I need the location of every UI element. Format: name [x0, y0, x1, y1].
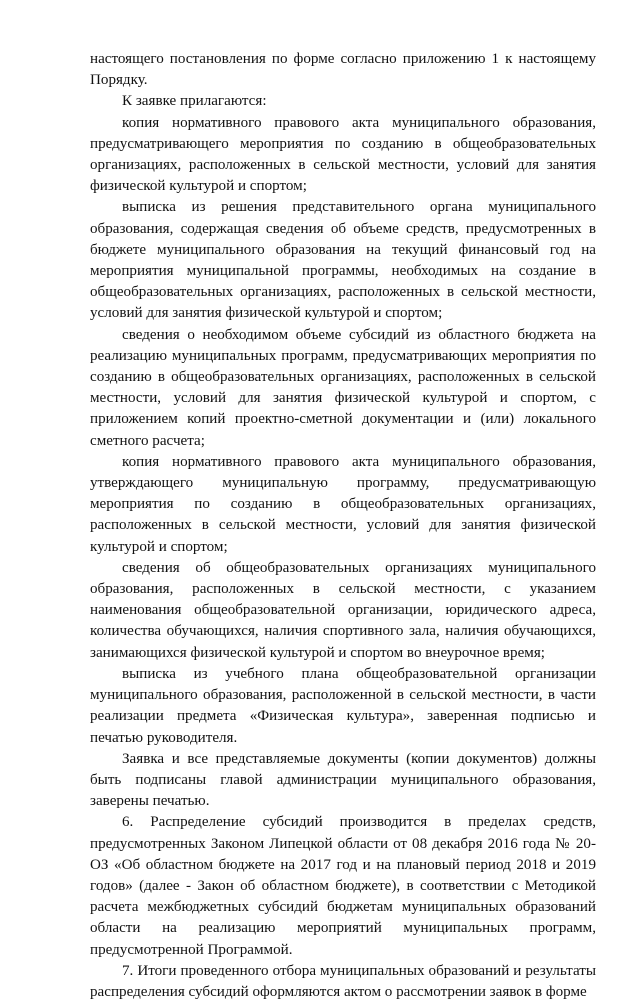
paragraph-attachments-heading: К заявке прилагаются: — [122, 93, 267, 110]
paragraph-item-legal-act-copy: копия нормативного правового акта муниципального образования, предусматривающего мероприятия по созданию в общеобразовательных организациях, расположенных в сельской местности, условий для занятия физической культурой и спортом; — [90, 114, 596, 195]
paragraph-continuation: настоящего постановления по форме согласно приложению 1 к настоящему Порядку. — [90, 51, 596, 89]
paragraph-item-curriculum-extract: выписка из учебного плана общеобразовательной организации муниципального образования, расположенной в сельской местности, в части реализации предмета «Физическая культура», заверенная подписью и печатью руководителя. — [90, 665, 596, 746]
paragraph-clause-7: 7. Итоги проведенного отбора муниципальных образований и результаты распределения субсидий оформляются актом о рассмотрении заявок в форме — [90, 962, 596, 1000]
paragraph-clause-6: 6. Распределение субсидий производится в пределах средств, предусмотренных Законом Липецкой области от 08 декабря 2016 года № 20-ОЗ «Об областном бюджете на 2017 год и на плановый период 2018 и 2019 годов» (далее - Закон об областном бюджете), в соответствии с Методикой расчета межбюджетных субсидий бюджетам муниципальных образований области на реализацию мероприятий муниципальных программ, предусмотренной Программой. — [90, 814, 596, 958]
document-body — [90, 49, 596, 1003]
paragraph-signature-requirement: Заявка и все представляемые документы (копии документов) должны быть подписаны главой администрации муниципального образования, заверены печатью. — [90, 750, 596, 810]
paragraph-item-schools-info: сведения об общеобразовательных организациях муниципального образования, расположенных в сельской местности, с указанием наименования общеобразовательной организации, юридического адреса, количества обучающихся, наличия спортивного зала, наличия обучающихся, занимающихся физической культурой и спортом во внеурочное время; — [90, 559, 596, 661]
paragraph-item-program-act-copy: копия нормативного правового акта муниципального образования, утверждающего муниципальную программу, предусматривающую мероприятия по созданию в общеобразовательных организациях, расположенных в сельской местности, условий для занятия физической культурой и спортом; — [90, 453, 596, 555]
paragraph-item-council-extract: выписка из решения представительного органа муниципального образования, содержащая сведения об объеме средств, предусмотренных в бюджете муниципального образования на текущий финансовый год на мероприятия муниципальной программы, необходимых на создание в общеобразовательных организациях, расположенных в сельской местности, условий для занятия физической культурой и спортом; — [90, 199, 596, 322]
paragraph-item-subsidy-info: сведения о необходимом объеме субсидий из областного бюджета на реализацию муниципальных программ, предусматривающих мероприятия по созданию в общеобразовательных организациях, расположенных в сельской местности, условий для занятия физической культурой и спортом, с приложением копий проектно-сметной документации и (или) локального сметного расчета; — [90, 326, 596, 449]
